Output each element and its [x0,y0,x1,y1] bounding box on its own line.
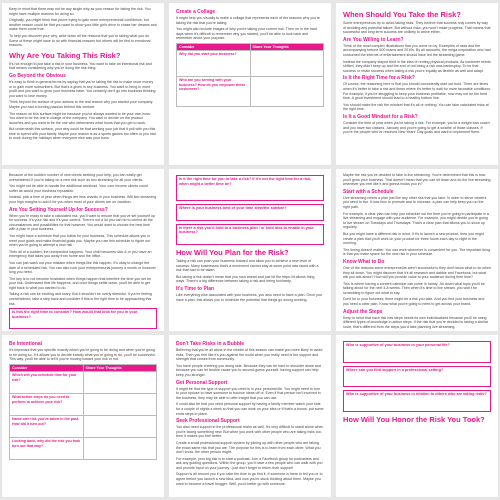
section-heading: How Will You Honor the Risk You Took? [343,414,485,424]
paragraph: Create a small professional support system by joining up with other people who are taking the exact same risk that you are. The purpose for this is to learn from each other. What you don't know, the other person might. [176,440,321,455]
reflection-box[interactable] [343,341,491,363]
reflection-question: Who is supportive of your business in relation to others who are taking risks? [346,392,487,397]
paragraph: You might also include images of why you're taking your current risk. Then on in the hard days when it's difficult to remember why you started, you'll be able to look back and remember about your purpose. [176,27,317,41]
table-question: What action steps do you need to perform to achieve your risk? [10,394,84,416]
table-question: Why did you start your business? [177,51,251,77]
paragraph: Believing that you're all alone in the middle of this season can make you more likely to avoid risks. Then you feel like it's you against the world when you really need is the support and strength that comes from community. [176,348,323,362]
paragraph: Then all of a sudden, the unexpected happens. Your child becomes sick & or you have an emergency that takes you away from home and the office. [9,249,152,259]
subheading: Is It a Good Mindset for a Risk? [343,113,418,120]
answer-cell[interactable] [83,394,157,416]
page-1 [2,3,164,165]
section-heading: When Should You Take the Risk? [343,10,461,19]
paragraph: You also need support in the professional realm as well. It's very difficult to stand alone when you're facing something new. But when you work with other people who are taking risks too, then it makes you feel better. [176,425,324,439]
page-6 [336,169,498,331]
paragraph: Like everything else associated with your business, you also need to have a plan. Once you have a plan, this allows you to minimize the potential that things go wrong working. [176,292,322,302]
answer-space[interactable] [344,348,490,362]
paragraph: The key is to not become frustrated when things happen that interfere the time you set for your risk. Understand that life happens, and once things settle down, you'll be able to get right back to what you wanted to do. [9,276,152,290]
paragraph: But underneath this surface, your why could be that working your job that it pull with you this time to spend with your family. Maybe your reason is as a sports games too often or you had to work during the holidays when everyone else was your boss. [9,127,156,141]
table-header-consider: Consider [10,364,84,371]
paragraph: It could also be that you need personal support by having a family member watch your kids for a couple of nights a week so that you can work on your idea or if that's a bonus. put some extra steps in place. [176,402,324,416]
reflection-question: Is it the right time for you to take a risk? If it's not the right time for a risk, when might a better time be? [179,177,312,186]
answer-space[interactable] [10,319,156,328]
paragraph: The reason on this surface might be because you've always wanted to be your own boss. You want to be the one in charge of the company. You want to decide on the product launches and you want to be the one who determines what hours that you get to work. [9,111,151,125]
table-header-consider: Consider [177,43,251,50]
intro-paragraph: Keep in mind that there may not be any single why as your reason for taking the risk. You might have multiple reasons for doing so. [9,7,151,16]
paragraph: But you might have a different risk in mind. If it's to launch a new product, then you might create a plan that you'll work on your product for three hours each day to night in the morning. [343,231,484,246]
subheading: Be Intentional [9,341,43,347]
reflection-box[interactable] [9,308,157,329]
answer-space[interactable] [177,211,323,220]
paragraph: But taking a risk doesn't mean that you rush ahead and just hit the https://it.allows thing ways. There's a big difference between taking a risk and being foolhardy. [176,274,315,284]
table-question: Which will you schedule time for your risk? [10,372,84,394]
paragraph: This is where having a content calendar can come in handy. Jot down what topic you'll be talking about for the next 4-8 weeks. Then when it's time to live stream, you won't be scrambling to figure out what to say. [343,281,485,295]
subheading: It's Time to Plan [176,285,215,292]
section-heading: How Will You Plan for the Risk? [176,247,289,257]
answer-cell[interactable] [83,416,157,438]
paragraph: It's easy to think in general terms by saying that you're taking the risk to make more money or to gain more subscribers. But that's a given in any business. You want to bring in more profit and you want to grow your business base. You certainly don't go into business thinking you want to lose money. [9,79,156,98]
subheading: Adjust the Steps [343,308,383,315]
paragraph: Of course, the reasoning here is that you should consistently start out bold. There are times when it's better to take a risk and times where it's better to wait for more favorable conditions. For example, if you're struggling to keep your business profitable, now may not be the best time. A good investment should lead to a healthy bottom line. [343,82,491,101]
table-header-thoughts: Share Your Thoughts [250,43,324,50]
subheading: Are You Setting Yourself Up for Success? [9,206,108,213]
paragraph: Live streaming needs a plan just like any other risk that you take. In order to serve viewers you need to live. Know how to promote and to increase, a plan can help keep you on the right path. [343,195,487,209]
paragraph: For example, your big risk is to start a podcast. Join a Facebook group for podcasters and ask any guiding questions. Within the group, you'll have a few people who can walk with you and provide input on your journey - just don't forget to return their support! [176,456,323,470]
subheading: Start with a Schedule [343,188,394,195]
paragraph: You should make the risk the mindset that it's all or nothing. You can take calculated risks at the right time. [343,102,489,112]
paragraph: Instead the company stayed tried in the idea of renting physical products. As customer needs shifted, they didn't keep up and the end of not being a risk was bankruptcy. To be that success or retain success when taking a risk you're equally as flexible as well and adapt. [343,59,491,73]
paragraph: When you're ready to take a calculated risk, you'll want to ensure that you've set yourself up for success. It's your risk and it's your control. There's not a lot you can do to control all the circumstances and possibilities for that however. You would want to choose the best time with a plan in your business. [9,213,155,232]
table-question: Looking back, why did the risk you took turn out that way? [10,438,84,460]
paragraph: You have people cheering you along side. Because they can be hard to shoulder alone and because you can let trouble cause you to second-guess yourself. having support can help keep you stronger. [176,363,321,377]
paragraph: Think beyond the surface of your actions to the real reason why you started your company. Maybe you had a burning passion behind this venture. [9,100,154,109]
paragraph: It's important that you specific exactly which you're going to be doing and when you're going to be doing so. If it allows you to decide exactly what you're going to do, you'll be successful. This way, you'll be able to tell if you're moving toward your risk or not. [9,348,156,362]
subheading: Create a Collage [176,9,216,15]
paragraph: It might be that the type of support you need is in your personal life. You might need to turn to your spouse to have someone to bounce ideas off of. Even if that person isn't involved in the business, they may be able to offer insight that you can use. [176,386,321,400]
reflection-box[interactable] [176,175,324,201]
answer-cell[interactable] [250,51,324,77]
subheading: Get Personal Support [176,379,228,386]
paragraph: You might have a schedule that you follow for your business. This schedule allows you to meet your goals and make financial goals you. Maybe you use this schedule to figure out when you're going to attempt a new risk. [9,233,151,248]
reflection-box[interactable] [176,224,324,245]
subheading: Go Beyond the Obvious [9,72,66,79]
reflection-question: Is this the right time to consider? How would that look for you in your business? [12,310,138,319]
answer-cell[interactable] [83,372,157,394]
subheading: Are You Willing to Learn? [343,36,404,43]
reflection-box[interactable] [176,204,324,221]
paragraph: Don't be in your business, there might be a risk you take. And you find your business and you need a clear plan. Know what you're going to need to get across your brand. [343,297,485,307]
answer-space[interactable] [177,235,323,244]
paragraph: It might help you visually to make a collage that represents each of the reasons why you're taking the risk that you're taking. [176,16,320,25]
subheading: Don't Take Risks in a Bubble [176,341,245,347]
subheading: Know What to Do [343,258,385,265]
paragraph: Some entrepreneurs try to avoid taking risks. They believe that success only comes by way of avoiding any potential failure. But without risks, you won't make progress. That means that successful and long term success are unlikely to arrive either. [343,21,491,35]
paragraph: Because of the sudden number of new clients seeking your help, you can easily get overwhelmed if you're taking on a new risk such as two streaming for all your clients. [9,173,144,182]
page-2 [169,3,331,165]
paragraph: Consider the time of year when you're taking a risk. For example, you're a weight loss coach and you have two classes. January and you're going to get a swathe of those classes. If you're the people who've resolved New Years' Day goals and want to implement them. [343,120,490,135]
subheading: Seek Professional Support [176,418,240,425]
reflection-question: Where is your business best of your time stew/the sidebar? [179,206,287,211]
page-7 [2,335,164,497]
reflection-question: Is there a risk you'd hold to a business plan / or hold idea to enable in your business? [179,225,314,235]
subheading: Is It the Right Time for a Risk? [343,75,415,82]
paragraph: For example, a clear plan can help you schedule out the time you're going to participate in a live streaming and engage with your audience. For example, you might decide you're going to live stream on Tuesdays and Thursdays. That's a clear plan that allows you to show up regularly. [343,211,489,230]
answer-cell[interactable] [250,77,324,107]
table-header-thoughts: Share Your Thoughts [83,364,157,371]
paragraph: Taking a risk can push your business forward and allow you to achieve a new level of success. Many businesses that's a movement cannot stay at some point was faced with a risk that had to be taken. [176,258,319,273]
reflection-table [176,43,324,107]
intro-paragraph: Originally, you might think that you're trying to gain more entrepreneurial confidence, but another reason could be that you want to show your little girl's drive to chase her dreams and make them come true. [9,18,157,32]
paragraph: The timing doesn't matter. You can work whenever is convenient for you. The important thing is that you make space for the new risk in your schedule. [343,247,491,257]
page-4 [2,169,164,331]
answer-space[interactable] [344,397,490,411]
paragraph: Taking a risk can be exciting and scary. But it shouldn't be overly stressful. If you're feeling overwhelmed, take a step back and consider if this is the right time to be approaching this risk. [9,292,152,306]
page-5 [169,169,331,331]
answer-cell[interactable] [83,438,157,460]
reflection-table [9,364,157,460]
reflection-box[interactable] [343,366,491,388]
answer-space[interactable] [344,372,490,386]
paragraph: It's not enough to just take a risk in your business. You want to take an intentional risk and that means considering why you're doing the risk thing. [9,61,152,71]
paragraph: Support is all around you if you take the time to go find it. If someone is there to tell you or to agree before you launch a new idea, and now you're stuck thinking about them. Maybe you want to become a travel blogger. Well, you'd better go with someone. [176,472,323,486]
reflection-box[interactable] [343,390,491,412]
reflection-question: Where can you find support in a professional setting? [346,367,444,372]
page-9 [336,335,498,497]
table-question: Who are you serving with your business? How do you empower these customers? [177,77,251,107]
paragraph: You might not be able to handle the additional workload. Your core income clients could suffer as would your business reputation. [9,184,148,193]
answer-space[interactable] [177,186,323,200]
page-8 [169,335,331,497]
page-3 [336,3,498,165]
paragraph: One of the reasons some entrepreneurs aren't successful is they don't know what to do when they sit down. You might discover that it's all research and dabble and Facebook, but what will you talk about? How will you provide value to your audience during their time? [343,265,492,280]
table-question: Name one risk you've taken in the past. How did it turn out? [10,416,84,438]
paragraph: You can just wash out your mistake when things like this happen. It's okay to change the date of a scheduled risk. You can also rock your entrepreneurial journey a month or however long you need. [9,260,156,275]
intro-paragraph: To help you discover your why, write down all the reasons that you're taking what you do. Some of these might have to do with financial reasons but others will be tied to emotional reasons. [9,33,151,48]
section-heading: Why Are You Taking This Risk? [9,50,121,60]
paragraph: Keep in mind that each risk has steps needs its own individualized because you'll be using different types of knowledge in action steps. If the risk that you're decided is taking a similar route, that's different from the steps you'd take planning live streaming. [343,315,489,329]
paragraph: Maybe the risk you've decided to take is live streaming. You're determined that this is how you'll grow your business. That doesn't mean that you can sit down and do the live streaming whenever you feel like it and gonna hooks you in? [343,173,491,187]
paragraph: Instead, pick a time of year when things are less chaotic in your business. Will two streaming your high margins to add it for you when most of your clients are on vacation. [9,195,157,204]
paragraph: Think of the most complex illustrations that you come on by. Examples of risks and the accompanying fortune 500 teams and 2010s. By all accounts, the mega corporation who had consumed the internet of entertainment should have led the streaming game. [343,43,491,57]
reflection-question: Who is supportive of your business in your personal life? [346,343,450,347]
